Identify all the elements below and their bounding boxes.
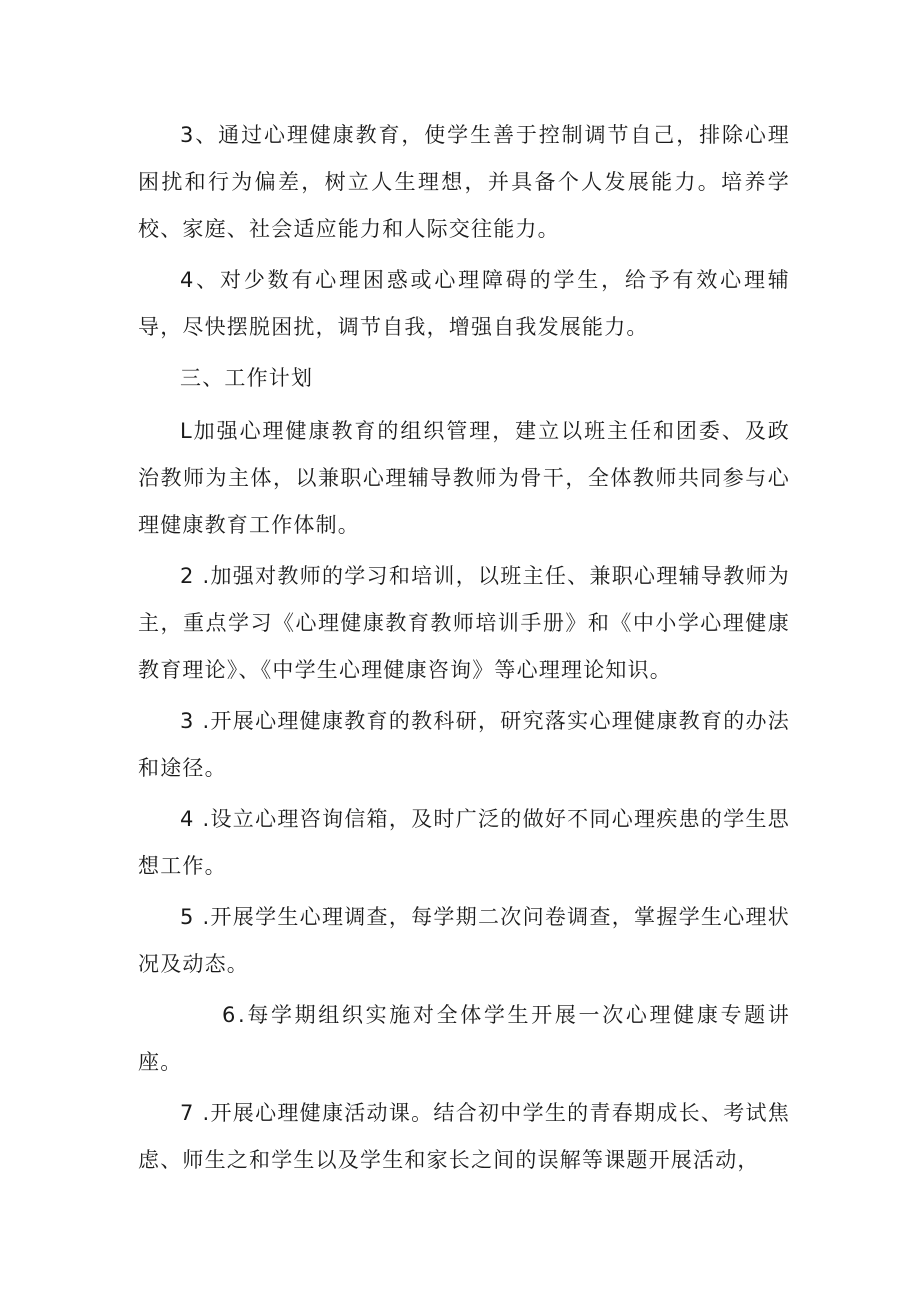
plan-item-1: L加强心理健康教育的组织管理，建立以班主任和团委、及政治教师为主体，以兼职心理辅导教师为骨干，全体教师共同参与心理健康教育工作体制。 (138, 419, 790, 537)
document-body (138, 112, 790, 1188)
plan-item-7: 7 .开展心理健康活动课。结合初中学生的青春期成长、考试焦虑、师生之和学生以及学生和家长之间的误解等课题开展活动， (138, 1101, 790, 1172)
paragraph-goal-4: 4、对少数有心理困惑或心理障碍的学生，给予有效心理辅导，尽快摆脱困扰，调节自我，增强自我发展能力。 (138, 268, 790, 339)
section-heading-work-plan: 三、工作计划 (180, 366, 314, 390)
plan-item-3: 3 .开展心理健康教育的教科研，研究落实心理健康教育的办法和途径。 (138, 709, 790, 780)
plan-item-4: 4 .设立心理咨询信箱，及时广泛的做好不同心理疾患的学生思想工作。 (138, 807, 790, 878)
paragraph-goal-3: 3、通过心理健康教育，使学生善于控制调节自己，排除心理困扰和行为偏差，树立人生理想，并具备个人发展能力。培养学校、家庭、社会适应能力和人际交往能力。 (138, 123, 790, 241)
plan-item-5: 5 .开展学生心理调查，每学期二次问卷调查，掌握学生心理状况及动态。 (138, 905, 790, 976)
plan-item-6 (138, 992, 790, 1086)
plan-item-2: 2 .加强对教师的学习和培训，以班主任、兼职心理辅导教师为主，重点学习《心理健康教育教师培训手册》和《中小学心理健康教育理论》、《中学生心理健康咨询》等心理理论知识。 (138, 564, 790, 682)
plan-item-6-number: 6 (222, 1003, 237, 1027)
plan-item-6-text: .每学期组织实施对全体学生开展一次心理健康专题讲座。 (138, 1003, 790, 1074)
